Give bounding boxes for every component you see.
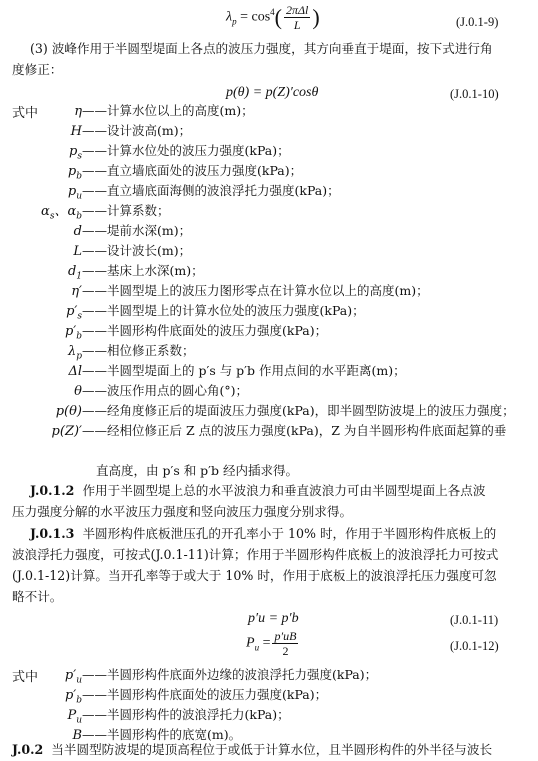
- clause-j013-line3-row: [12, 566, 524, 587]
- definition-symbol: H: [70, 124, 82, 139]
- definition-row: [32, 181, 340, 201]
- definition-text: ——直立墙底面海侧的波浪浮托力强度(kPa)；: [82, 183, 340, 198]
- clause-j012-cont: [12, 502, 524, 523]
- definition-symbol: $p_s$: [69, 144, 82, 162]
- definition-symbol: θ: [74, 384, 82, 399]
- clause-j013: [30, 524, 530, 545]
- eq-Pu-denominator: 2: [282, 644, 289, 658]
- eq-lambda-numerator: 2πΔl: [285, 3, 309, 17]
- definition-text: ——堤前水深(m)；: [82, 223, 192, 238]
- clause-j02-number: J.0.2: [12, 742, 44, 757]
- clause-j013-line2: 波浪浮托力强度，可按式(J.0.1-11)计算；作用于半圆形构件底板上的波浪浮托力可按式: [12, 547, 499, 562]
- clause-j013-line1: 半圆形构件底板泄压孔的开孔率小于 10% 时，作用于半圆形构件底板上的: [82, 526, 497, 541]
- clause-j02-line1: 当半圆型防波堤的堤顶高程位于或低于计算水位，且半圆形构件的外半径与波长: [51, 742, 493, 757]
- definition-row: [32, 341, 195, 361]
- eq-Pu-symbol: P: [246, 635, 255, 651]
- definition-row: [32, 201, 170, 221]
- definition-symbol: $\alpha_s$、$\alpha_b$: [41, 204, 82, 222]
- definition-text: ——半圆形构件底面处的波压力强度(kPa)；: [82, 323, 328, 338]
- equation-lambda: $\lambda_p = \cos^4$( $\frac{\text{2πΔl}}{L}$ ): [226, 3, 320, 32]
- definition-text: ——半圆形构件的波浪浮托力(kPa)；: [82, 707, 290, 722]
- eq-lambda-sub: p: [232, 16, 237, 27]
- equation-Pu: $P_u$ = $\frac{p'uB}{2}$: [246, 629, 297, 658]
- definition-row: [32, 221, 191, 241]
- definition-row: [32, 705, 290, 725]
- definition-text: ——半圆形构件的底宽(m)。: [82, 727, 242, 742]
- clause-j013-number: J.0.1.3: [30, 526, 75, 541]
- definition-text: ——设计波高(m)；: [82, 123, 192, 138]
- clause-j012-line2: 压力强度分解的水平波压力强度和竖向波压力强度分别求得。: [12, 504, 353, 519]
- clause-j012-number: J.0.1.2: [30, 483, 75, 498]
- definition-row: [32, 421, 506, 441]
- equation-number-j0112: (J.0.1-12): [450, 639, 499, 653]
- eq-lambda-cos: = cos: [240, 9, 271, 25]
- definition-symbol: $p_b$: [67, 164, 82, 182]
- definition-row: [32, 361, 406, 381]
- definition-symbol: $d_1$: [67, 264, 82, 282]
- definition-text: ——设计波长(m)；: [82, 243, 192, 258]
- definition-symbol: $P_u$: [67, 708, 82, 726]
- definition-row: [32, 321, 327, 341]
- definition-symbol: B: [72, 728, 82, 743]
- equation-ptheta: p(θ) = p(Z)′cosθ: [226, 85, 319, 100]
- clause-j013-line4-row: [12, 587, 524, 608]
- equation-number-j019: (J.0.1-9): [456, 15, 499, 29]
- clause-j013-line3: (J.0.1-12)计算。当开孔率等于或大于 10% 时，作用于底板上的波浪浮托压力强度可忽: [12, 568, 497, 583]
- eq-Pu-numerator: p′uB: [274, 629, 297, 643]
- definition-row: [32, 261, 204, 281]
- equation-pu: p′u = p′b: [248, 611, 299, 626]
- definition-symbol: $p'_b$: [64, 324, 82, 342]
- definition-symbol: d: [73, 224, 82, 239]
- paragraph-3-cont: [12, 60, 524, 81]
- definition-text: ——相位修正系数；: [82, 343, 195, 358]
- paragraph-3: [30, 39, 530, 60]
- definition-symbol: p(θ): [55, 404, 82, 419]
- definition-symbol: Δl: [68, 364, 82, 379]
- definition-row: [32, 301, 365, 321]
- clause-j02: [12, 740, 532, 761]
- definition-symbol: η′: [71, 284, 82, 299]
- clause-j013-line2-row: [12, 545, 524, 566]
- definition-row: [32, 121, 191, 141]
- definition-symbol: $p'_b$: [64, 688, 82, 706]
- definition-text: ——直立墙底面处的波压力强度(kPa)；: [82, 163, 303, 178]
- definition-row: [32, 685, 327, 705]
- definition-continuation: 直高度，由 p′s 和 p′b 经内插求得。: [96, 463, 298, 478]
- clause-j012-line1: 作用于半圆型堤上总的水平波浪力和垂直波浪力可由半圆型堤面上各点波: [82, 483, 486, 498]
- definition-symbol: η: [74, 104, 82, 119]
- definition-row: [32, 665, 377, 685]
- equation-number-j0110: (J.0.1-10): [450, 87, 499, 101]
- definition-symbol: p(Z)′: [51, 424, 82, 439]
- definition-row: [32, 401, 515, 421]
- definition-text: ——经相位修正后 Z 点的波压力强度(kPa)，Z 为自半圆形构件底面起算的垂: [82, 423, 507, 438]
- definition-row: [32, 241, 191, 261]
- definition-row: [32, 141, 290, 161]
- definition-text: ——半圆形构件底面处的波压力强度(kPa)；: [82, 687, 328, 702]
- eq-lambda-denominator: L: [293, 18, 301, 32]
- eq-Pu-sub: u: [254, 642, 260, 653]
- equation-number-j0111: (J.0.1-11): [450, 613, 499, 627]
- where-label: 式中: [12, 106, 39, 121]
- definition-text: ——半圆型堤上的波压力图形零点在计算水位以上的高度(m)；: [82, 283, 429, 298]
- definition-symbol: L: [73, 244, 82, 259]
- clause-j013-line4: 略不计。: [12, 589, 63, 604]
- definition-text: ——计算水位以上的高度(m)；: [82, 103, 254, 118]
- definition-text: ——半圆型堤上的计算水位处的波压力强度(kPa)；: [82, 303, 365, 318]
- definition-row: [32, 101, 254, 121]
- definition-row: [32, 161, 302, 181]
- definition-text: ——半圆型堤面上的 p′s 与 p′b 作用点间的水平距离(m)；: [82, 363, 406, 378]
- definition-text: ——经角度修正后的堤面波压力强度(kPa)，即半圆型防波堤上的波压力强度；: [82, 403, 515, 418]
- definition-symbol: $p'_u$: [64, 668, 82, 686]
- eq-lambda-exp: 4: [270, 7, 275, 18]
- where-label-2: 式中: [12, 670, 39, 685]
- definition-text: ——半圆形构件底面外边缘的波浪浮托力强度(kPa)；: [82, 667, 378, 682]
- definition-text: ——波压作用点的圆心角(°)；: [82, 383, 249, 398]
- clause-j012: [30, 481, 530, 502]
- paragraph-3-line2: 度修正：: [12, 62, 63, 77]
- paragraph-3-line1: (3) 波峰作用于半圆型堤面上各点的波压力强度，其方向垂直于堤面，按下式进行角: [30, 41, 493, 56]
- definition-symbol: $p_u$: [67, 184, 82, 202]
- definition-row: [32, 281, 429, 301]
- definition-symbol: $p'_s$: [66, 304, 82, 322]
- definition-text: ——基床上水深(m)；: [82, 263, 204, 278]
- definition-text: ——计算系数；: [82, 203, 170, 218]
- eq-lambda-symbol: λ: [226, 9, 233, 25]
- definition-text: ——计算水位处的波压力强度(kPa)；: [82, 143, 290, 158]
- definition-row: [32, 381, 248, 401]
- definition-symbol: $\lambda_p$: [67, 344, 82, 362]
